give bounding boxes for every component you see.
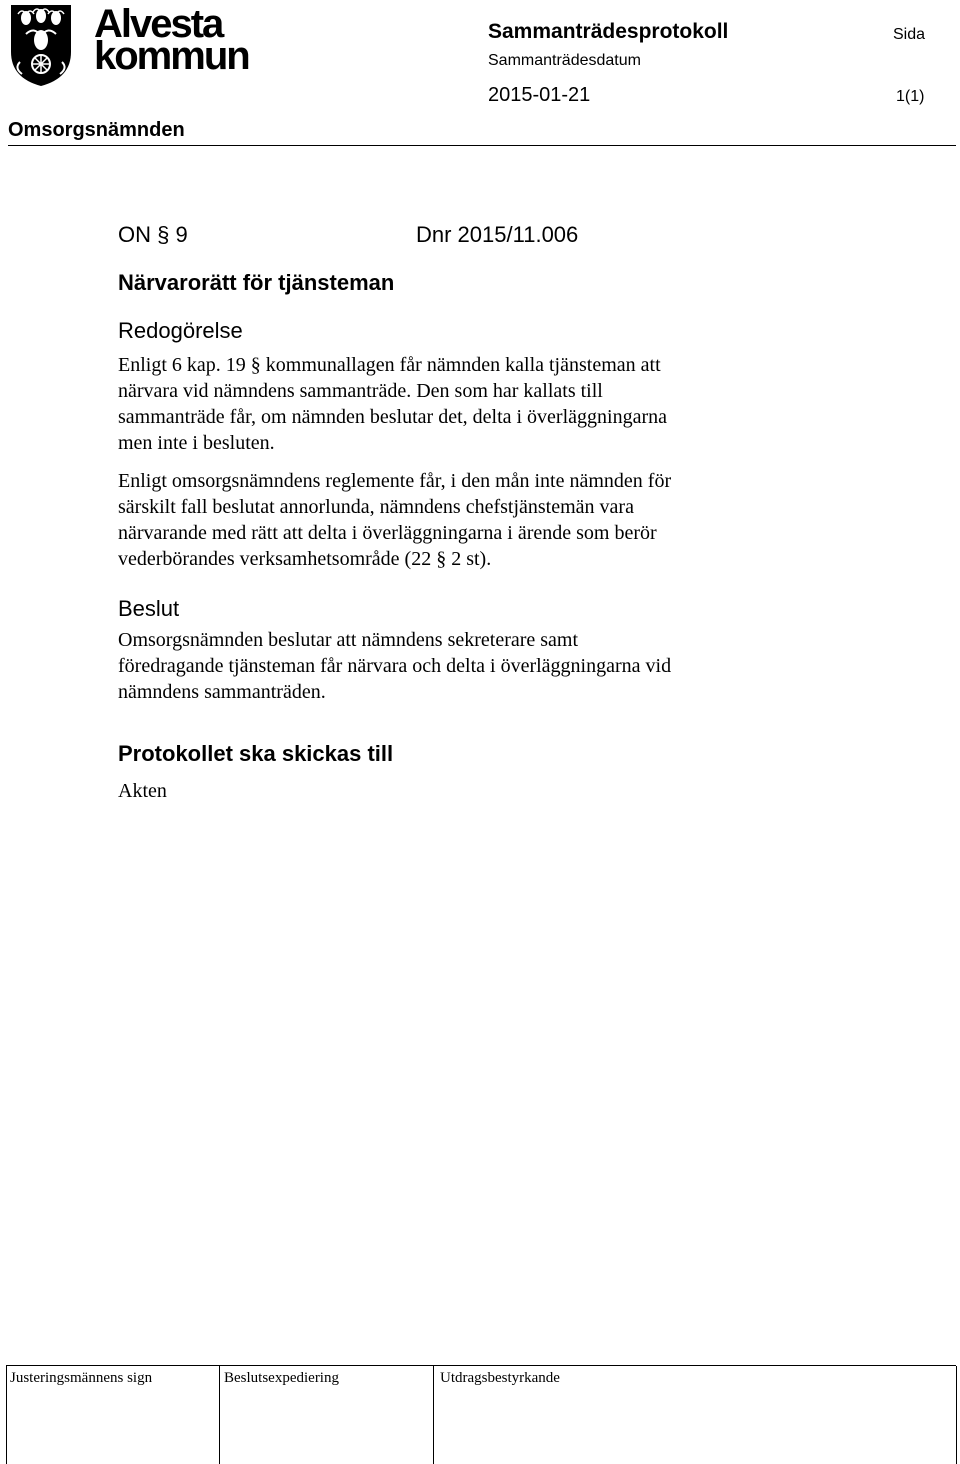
paragraph-line: nämndens sammanträden.: [118, 681, 326, 703]
distribution-recipient: [118, 778, 818, 804]
case-number: ON § 9: [118, 222, 188, 247]
paragraph-line: föredragande tjänsteman får närvara och delta i överläggningarna vid: [118, 655, 672, 677]
paragraph-line: Omsorgsnämnden beslutar att nämndens sekreterare samt: [118, 629, 579, 651]
redogorelse-paragraph-2: [118, 468, 818, 572]
wordmark-line2: kommun: [94, 34, 249, 78]
paragraph-line: särskilt fall beslutat annorlunda, nämndens chefstjänstemän vara: [118, 496, 634, 518]
redogorelse-heading: Redogörelse: [118, 318, 243, 343]
page-label: Sida: [893, 26, 926, 43]
redogorelse-paragraph-1: [118, 352, 818, 456]
paragraph-line: Enligt omsorgsnämndens reglemente får, i den mån inte nämnden för: [118, 470, 672, 492]
footer-label-expedition: Beslutsexpediering: [224, 1370, 339, 1386]
department-name: Omsorgsnämnden: [8, 119, 185, 141]
document-title: Sammanträdesprotokoll: [488, 20, 729, 43]
distribution-heading: Protokollet ska skickas till: [118, 741, 394, 766]
recipient-line: Akten: [118, 780, 167, 802]
meeting-date-label: Sammanträdesdatum: [488, 52, 641, 69]
wordmark-line1: Alvesta: [94, 2, 223, 46]
footer-label-certification: Utdragsbestyrkande: [440, 1370, 560, 1386]
paragraph-line: närvara vid nämndens sammanträde. Den som har kallats till: [118, 380, 603, 402]
case-dnr: Dnr 2015/11.006: [416, 222, 579, 247]
paragraph-line: men inte i besluten.: [118, 432, 275, 454]
municipality-crest-logo: [8, 2, 74, 88]
case-title: Närvarorätt för tjänsteman: [118, 270, 395, 295]
header-divider: [8, 145, 956, 146]
meeting-date: 2015-01-21: [488, 84, 591, 106]
page-number: 1(1): [896, 88, 925, 105]
paragraph-line: närvarande med rätt att delta i överläggningarna i ärende som berör: [118, 522, 657, 544]
paragraph-line: Enligt 6 kap. 19 § kommunallagen får nämnden kalla tjänsteman att: [118, 354, 661, 376]
paragraph-line: vederbörandes verksamhetsområde (22 § 2 st).: [118, 548, 492, 570]
beslut-heading: Beslut: [118, 596, 180, 621]
footer-label-signature: Justeringsmännens sign: [10, 1370, 153, 1386]
paragraph-line: sammanträde får, om nämnden beslutar det, delta i överläggningarna: [118, 406, 667, 428]
beslut-paragraph: [118, 627, 818, 705]
